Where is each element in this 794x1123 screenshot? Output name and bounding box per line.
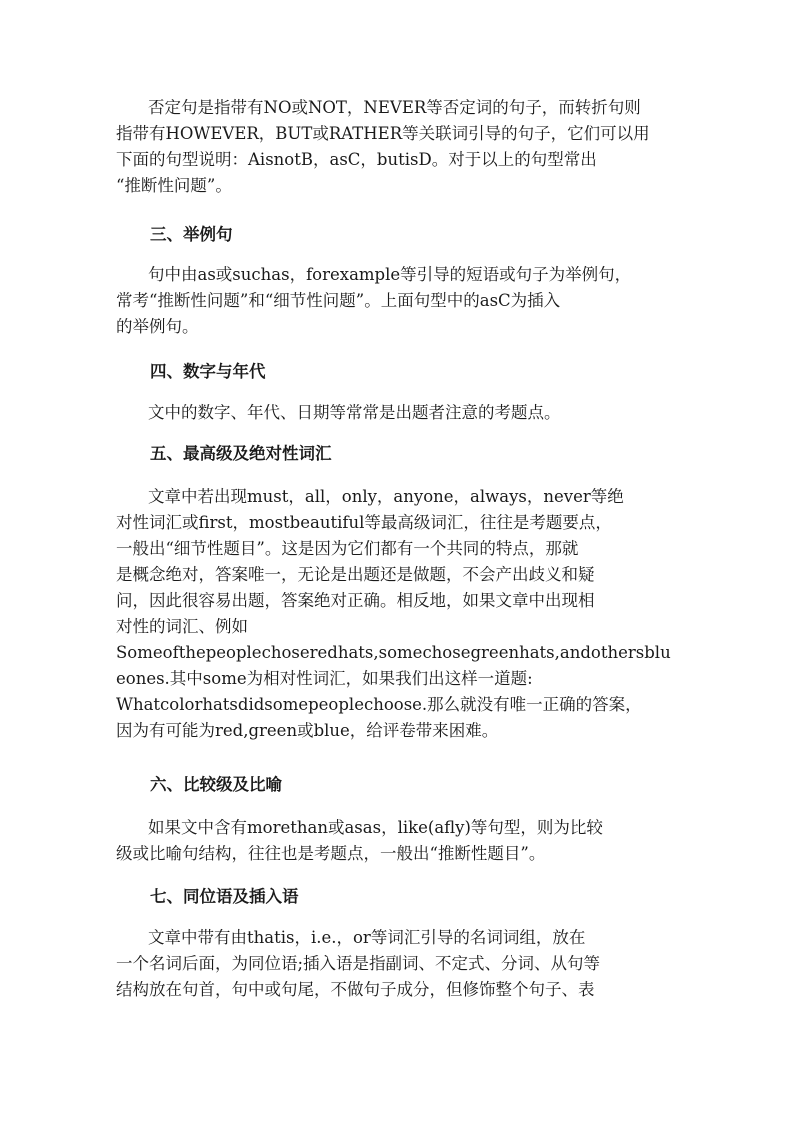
text-line: Whatcolorhatsdidsomepeoplechoose.那么就没有唯一正确的答案，	[116, 695, 642, 714]
text-line: 否定句是指带有NO或NOT，NEVER等否定词的句子，而转折句则	[148, 98, 641, 117]
text-line: 对性的词汇、例如	[116, 617, 248, 636]
paragraph-numbers-dates	[116, 400, 676, 426]
text-line: Someofthepeoplechoseredhats,somechosegreenhats,andothersblu	[116, 643, 671, 662]
paragraph-example-sentence	[116, 262, 676, 340]
heading-superlatives: 五、最高级及绝对性词汇	[150, 444, 332, 463]
text-line: 文章中带有由thatis，i.e.，or等词汇引导的名词词组，放在	[148, 928, 586, 947]
text-line: 下面的句型说明：AisnotB，asC，butisD。对于以上的句型常出	[116, 150, 597, 169]
text-line: 结构放在句首，句中或句尾，不做句子成分，但修饰整个句子、表	[116, 980, 595, 999]
text-line: 因为有可能为red,green或blue，给评卷带来困难。	[116, 721, 499, 740]
text-line: eones.其中some为相对性词汇，如果我们出这样一道题:	[116, 669, 533, 688]
text-line: 的举例句。	[116, 317, 199, 336]
text-line: 问，因此很容易出题，答案绝对正确。相反地，如果文章中出现相	[116, 591, 595, 610]
text-line: 一个名词后面，为同位语;插入语是指副词、不定式、分词、从句等	[116, 954, 601, 973]
heading-example-sentence: 三、举例句	[150, 225, 233, 244]
text-line: 文中的数字、年代、日期等常常是出题者注意的考题点。	[148, 403, 561, 422]
text-line: 指带有HOWEVER，BUT或RATHER等关联词引导的句子，它们可以用	[116, 124, 650, 143]
text-line: 级或比喻句结构，往往也是考题点，一般出“推断性题目”。	[116, 844, 546, 863]
text-line: 文章中若出现must，all，only，anyone，always，never等绝	[148, 487, 624, 506]
text-line: 常考“推断性问题”和“细节性问题”。上面句型中的asC为插入	[116, 291, 561, 310]
paragraph-negation	[116, 95, 676, 199]
text-line: 如果文中含有morethan或asas，like(afly)等句型，则为比较	[148, 818, 603, 837]
heading-appositives: 七、同位语及插入语	[150, 887, 299, 906]
text-line: 是概念绝对，答案唯一，无论是出题还是做题，不会产出歧义和疑	[116, 565, 595, 584]
heading-numbers-dates: 四、数字与年代	[150, 362, 266, 381]
paragraph-superlatives	[116, 484, 676, 744]
text-line: “推断性问题”。	[116, 176, 232, 195]
text-line: 对性词汇或first，mostbeautiful等最高级词汇，往往是考题要点，	[116, 513, 612, 532]
text-line: 一般出“细节性题目”。这是因为它们都有一个共同的特点，那就	[116, 539, 579, 558]
text-line: 句中由as或suchas，forexample等引导的短语或句子为举例句，	[148, 265, 632, 284]
paragraph-appositives	[116, 925, 676, 1003]
paragraph-comparatives	[116, 815, 676, 867]
heading-comparatives: 六、比较级及比喻	[150, 775, 282, 794]
